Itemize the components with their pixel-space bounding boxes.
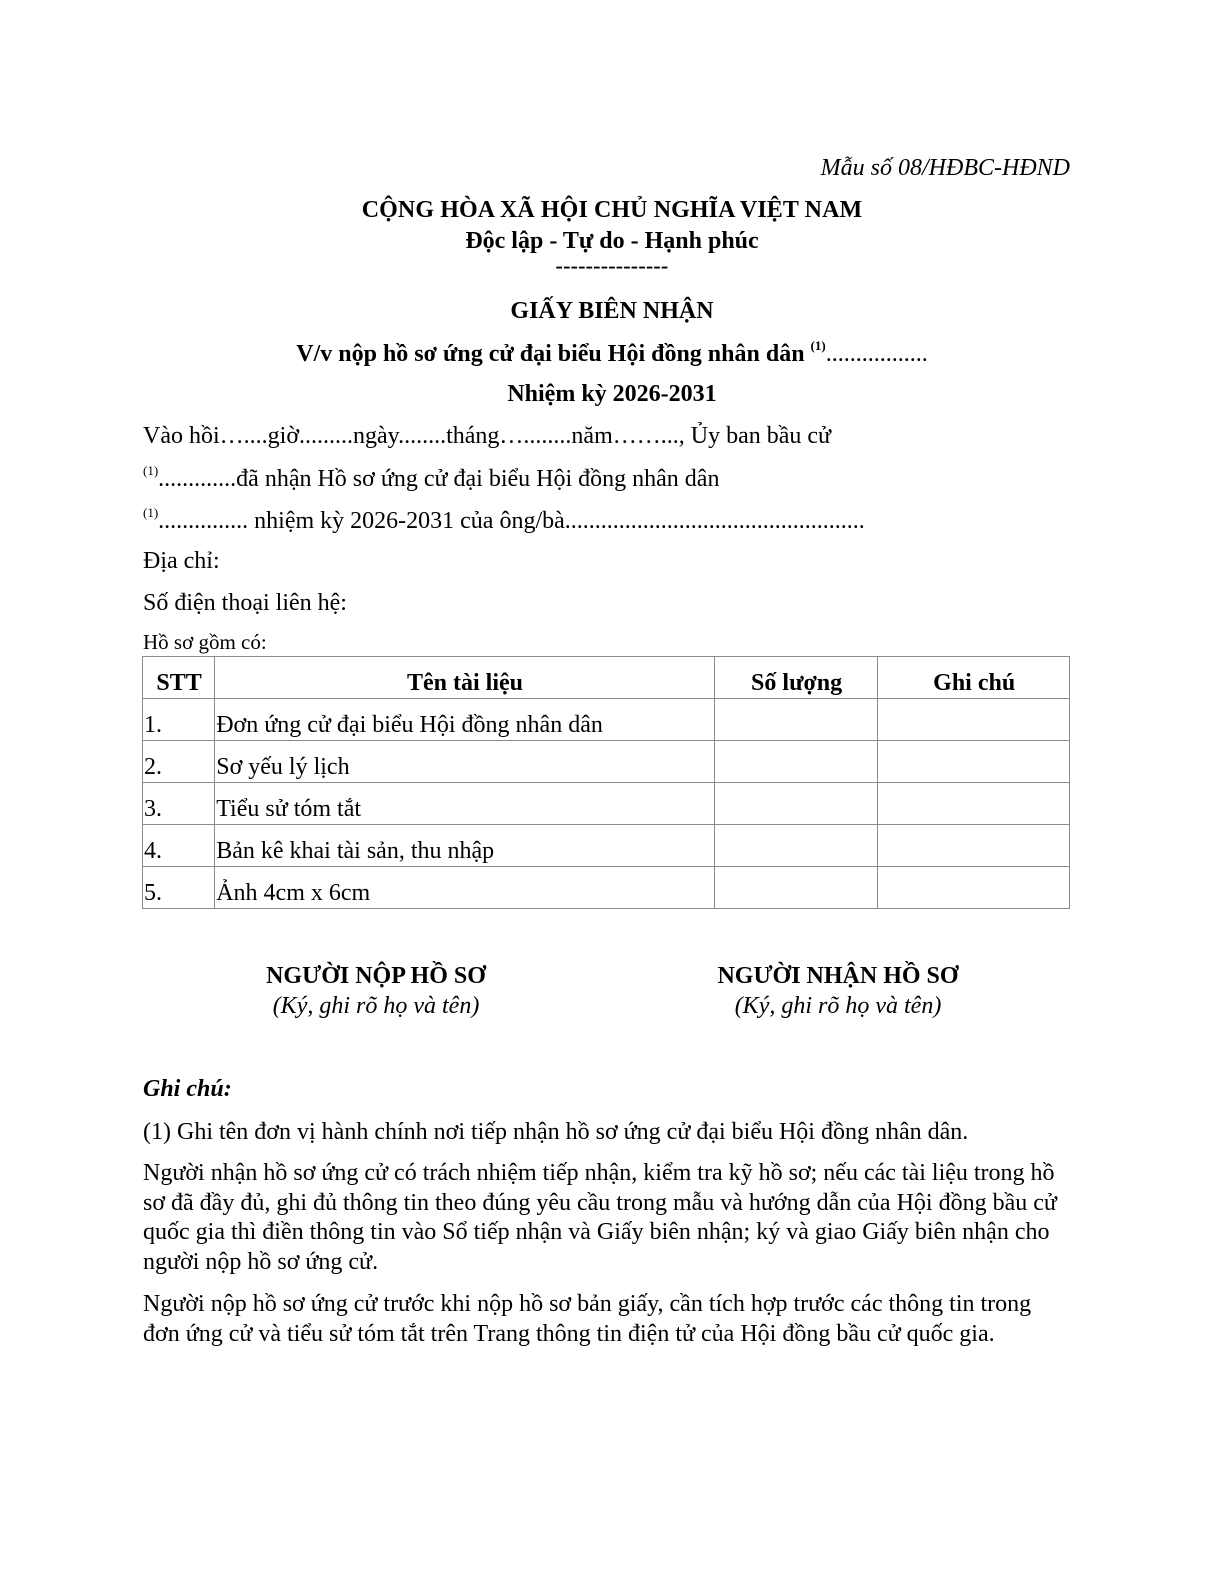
receipt-committee-line <box>143 465 719 493</box>
subtitle-text: V/v nộp hồ sơ ứng cử đại biểu Hội đồng nhân dân <box>296 341 811 367</box>
cell-name: Ảnh 4cm x 6cm <box>215 867 715 909</box>
cell-quantity <box>714 867 878 909</box>
term-label: Nhiệm kỳ 2026-2031 <box>507 381 717 407</box>
submitter-signature-title: NGƯỜI NỘP HỒ SƠ <box>266 963 486 989</box>
footnote-mark: (1) <box>143 505 159 520</box>
column-header-name: Tên tài liệu <box>215 657 715 699</box>
cell-quantity <box>714 699 878 741</box>
cell-stt: 4. <box>143 825 215 867</box>
column-header-quantity: Số lượng <box>714 657 878 699</box>
table-row <box>143 867 1070 909</box>
cell-stt: 2. <box>143 741 215 783</box>
receiver-signature-title: NGƯỜI NHẬN HỒ SƠ <box>717 963 959 989</box>
notes-heading: Ghi chú: <box>143 1076 232 1102</box>
receipt-committee-text: .............đã nhận Hồ sơ ứng cử đại biểu Hội đồng nhân dân <box>158 466 720 492</box>
submitter-signature-hint: (Ký, ghi rõ họ và tên) <box>272 993 480 1019</box>
cell-stt: 3. <box>143 783 215 825</box>
address-label: Địa chỉ: <box>143 548 220 574</box>
receipt-candidate-line <box>143 507 865 535</box>
table-header-row <box>143 657 1070 699</box>
cell-name: Tiểu sử tóm tắt <box>215 783 715 825</box>
subtitle-dots: ................. <box>825 341 928 367</box>
cell-note <box>878 699 1070 741</box>
cell-note <box>878 783 1070 825</box>
header-divider: --------------- <box>555 253 669 278</box>
footnote-mark: (1) <box>810 338 826 353</box>
cell-note <box>878 741 1070 783</box>
cell-quantity <box>714 783 878 825</box>
form-code: Mẫu số 08/HĐBC-HĐND <box>820 155 1070 181</box>
receipt-time-line: Vào hồi…....giờ.........ngày........tháng…........năm……..., Ủy ban bầu cử <box>143 423 832 449</box>
note-paragraph-3: Người nộp hồ sơ ứng cử trước khi nộp hồ sơ bản giấy, cần tích hợp trước các thông tin trong đơn ứng cử và tiểu sử tóm tắt trên Trang thông tin điện tử của Hội đồng bầu cử quốc gia. <box>143 1291 1032 1347</box>
column-header-note: Ghi chú <box>878 657 1070 699</box>
cell-name: Sơ yếu lý lịch <box>215 741 715 783</box>
cell-quantity <box>714 741 878 783</box>
note-paragraph-1: (1) Ghi tên đơn vị hành chính nơi tiếp nhận hồ sơ ứng cử đại biểu Hội đồng nhân dân. <box>143 1119 969 1145</box>
cell-note <box>878 867 1070 909</box>
table-row <box>143 741 1070 783</box>
table-row <box>143 699 1070 741</box>
dossier-table <box>142 656 1070 909</box>
note-paragraph-2: Người nhận hồ sơ ứng cử có trách nhiệm tiếp nhận, kiểm tra kỹ hồ sơ; nếu các tài liệu trong hồ sơ đã đầy đủ, ghi đủ thông tin theo đúng yêu cầu trong mẫu và hướng dẫn của Hội đồng bầu cử quốc gia thì điền thông tin vào Sổ tiếp nhận và Giấy biên nhận; ký và giao Giấy biên nhận cho người nộp hồ sơ ứng cử. <box>143 1160 1057 1275</box>
table-row <box>143 825 1070 867</box>
table-row <box>143 783 1070 825</box>
document-title: GIẤY BIÊN NHẬN <box>510 298 714 324</box>
cell-stt: 5. <box>143 867 215 909</box>
column-header-stt: STT <box>143 657 215 699</box>
document-subtitle <box>0 340 1224 368</box>
cell-quantity <box>714 825 878 867</box>
receipt-candidate-text: ............... nhiệm kỳ 2026-2031 của ông/bà.................................................. <box>158 508 865 534</box>
cell-stt: 1. <box>143 699 215 741</box>
receiver-signature-hint: (Ký, ghi rõ họ và tên) <box>734 993 942 1019</box>
national-title: CỘNG HÒA XÃ HỘI CHỦ NGHĨA VIỆT NAM <box>361 197 863 223</box>
dossier-label: Hồ sơ gồm có: <box>143 630 267 654</box>
footnote-mark: (1) <box>143 463 159 478</box>
cell-note <box>878 825 1070 867</box>
national-motto: Độc lập - Tự do - Hạnh phúc <box>465 228 759 254</box>
cell-name: Bản kê khai tài sản, thu nhập <box>215 825 715 867</box>
cell-name: Đơn ứng cử đại biểu Hội đồng nhân dân <box>215 699 715 741</box>
phone-label: Số điện thoại liên hệ: <box>143 590 347 616</box>
